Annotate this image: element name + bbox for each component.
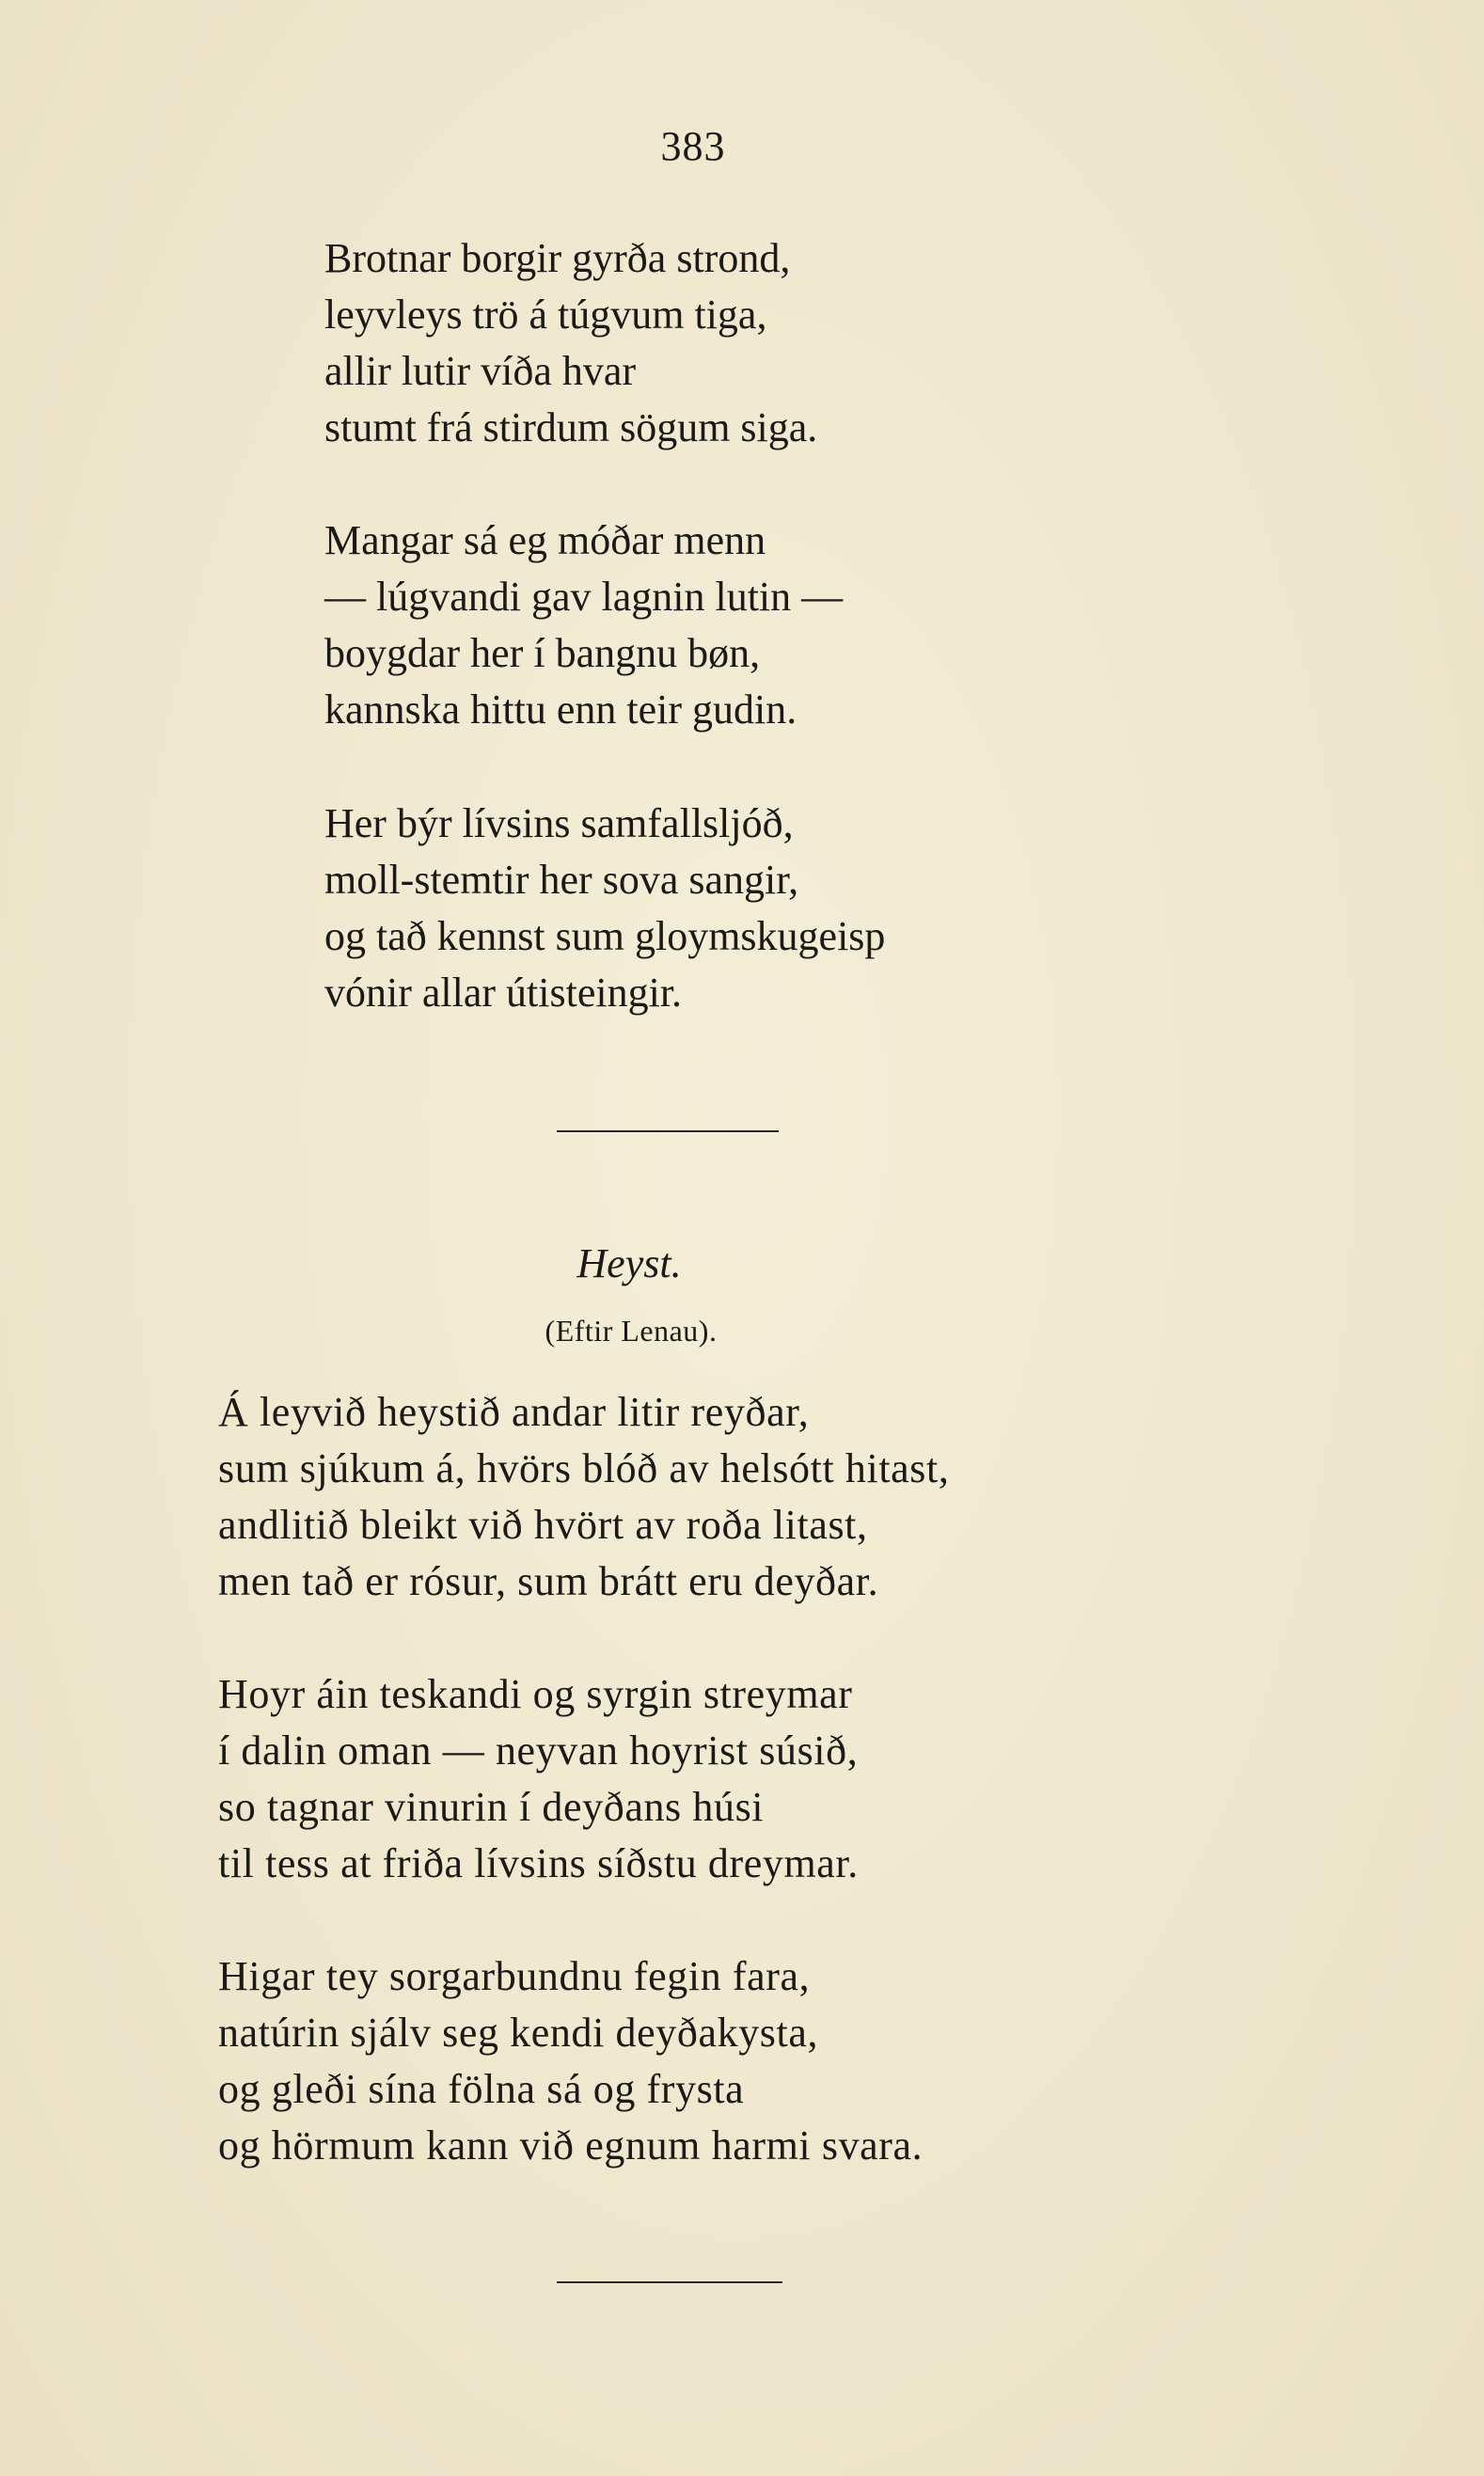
verse-line: so tagnar vinurin í deyðans húsi bbox=[218, 1784, 765, 1830]
verse-line: og gleði sína fölna sá og frysta bbox=[218, 2066, 745, 2112]
verse-line: Her býr lívsins samfallsljóð, bbox=[324, 800, 794, 846]
verse-line: boygdar her í bangnu bøn, bbox=[324, 630, 761, 676]
verse-line: Mangar sá eg móðar menn bbox=[324, 517, 766, 563]
poem1-stanza-1 bbox=[324, 230, 817, 456]
verse-line: sum sjúkum á, hvörs blóð av helsótt hitast, bbox=[218, 1445, 950, 1491]
verse-line: natúrin sjálv seg kendi deyðakysta, bbox=[218, 2010, 819, 2056]
poem2-stanza-3 bbox=[218, 1948, 923, 2174]
page-number: 383 bbox=[660, 123, 726, 169]
verse-line: — lúgvandi gav lagnin lutin — bbox=[324, 574, 844, 620]
verse-line: Brotnar borgir gyrða strond, bbox=[324, 235, 791, 281]
verse-line: Higar tey sorgarbundnu fegin fara, bbox=[218, 1953, 811, 1999]
verse-line: andlitið bleikt við hvört av roða litast, bbox=[218, 1502, 868, 1548]
poem2-stanza-1 bbox=[218, 1384, 949, 1610]
end-divider bbox=[557, 2281, 782, 2283]
verse-line: og tað kennst sum gloymskugeisp bbox=[324, 913, 886, 959]
verse-line: kannska hittu enn teir gudin. bbox=[324, 686, 797, 733]
verse-line: vónir allar útisteingir. bbox=[324, 970, 683, 1016]
verse-line: stumt frá stirdum sögum siga. bbox=[324, 404, 818, 450]
verse-line: til tess at friða lívsins síðstu dreymar. bbox=[218, 1840, 859, 1886]
verse-line: moll-stemtir her sova sangir, bbox=[324, 857, 799, 903]
poem1-stanza-2 bbox=[324, 513, 843, 738]
poem-subtitle: (Eftir Lenau). bbox=[545, 1314, 718, 1348]
verse-line: allir lutir víða hvar bbox=[324, 348, 637, 394]
verse-line: leyvleys trö á túgvum tiga, bbox=[324, 292, 767, 338]
poem1-stanza-3 bbox=[324, 796, 885, 1021]
verse-line: Hoyr áin teskandi og syrgin streymar bbox=[218, 1671, 853, 1717]
verse-line: men tað er rósur, sum brátt eru deyðar. bbox=[218, 1558, 879, 1604]
poem-title: Heyst. bbox=[576, 1240, 682, 1286]
poem2-stanza-2 bbox=[218, 1666, 859, 1892]
verse-line: Á leyvið heystið andar litir reyðar, bbox=[218, 1389, 810, 1435]
verse-line: í dalin oman — neyvan hoyrist súsið, bbox=[218, 1727, 859, 1774]
verse-line: og hörmum kann við egnum harmi svara. bbox=[218, 2122, 924, 2168]
section-divider bbox=[557, 1130, 779, 1132]
